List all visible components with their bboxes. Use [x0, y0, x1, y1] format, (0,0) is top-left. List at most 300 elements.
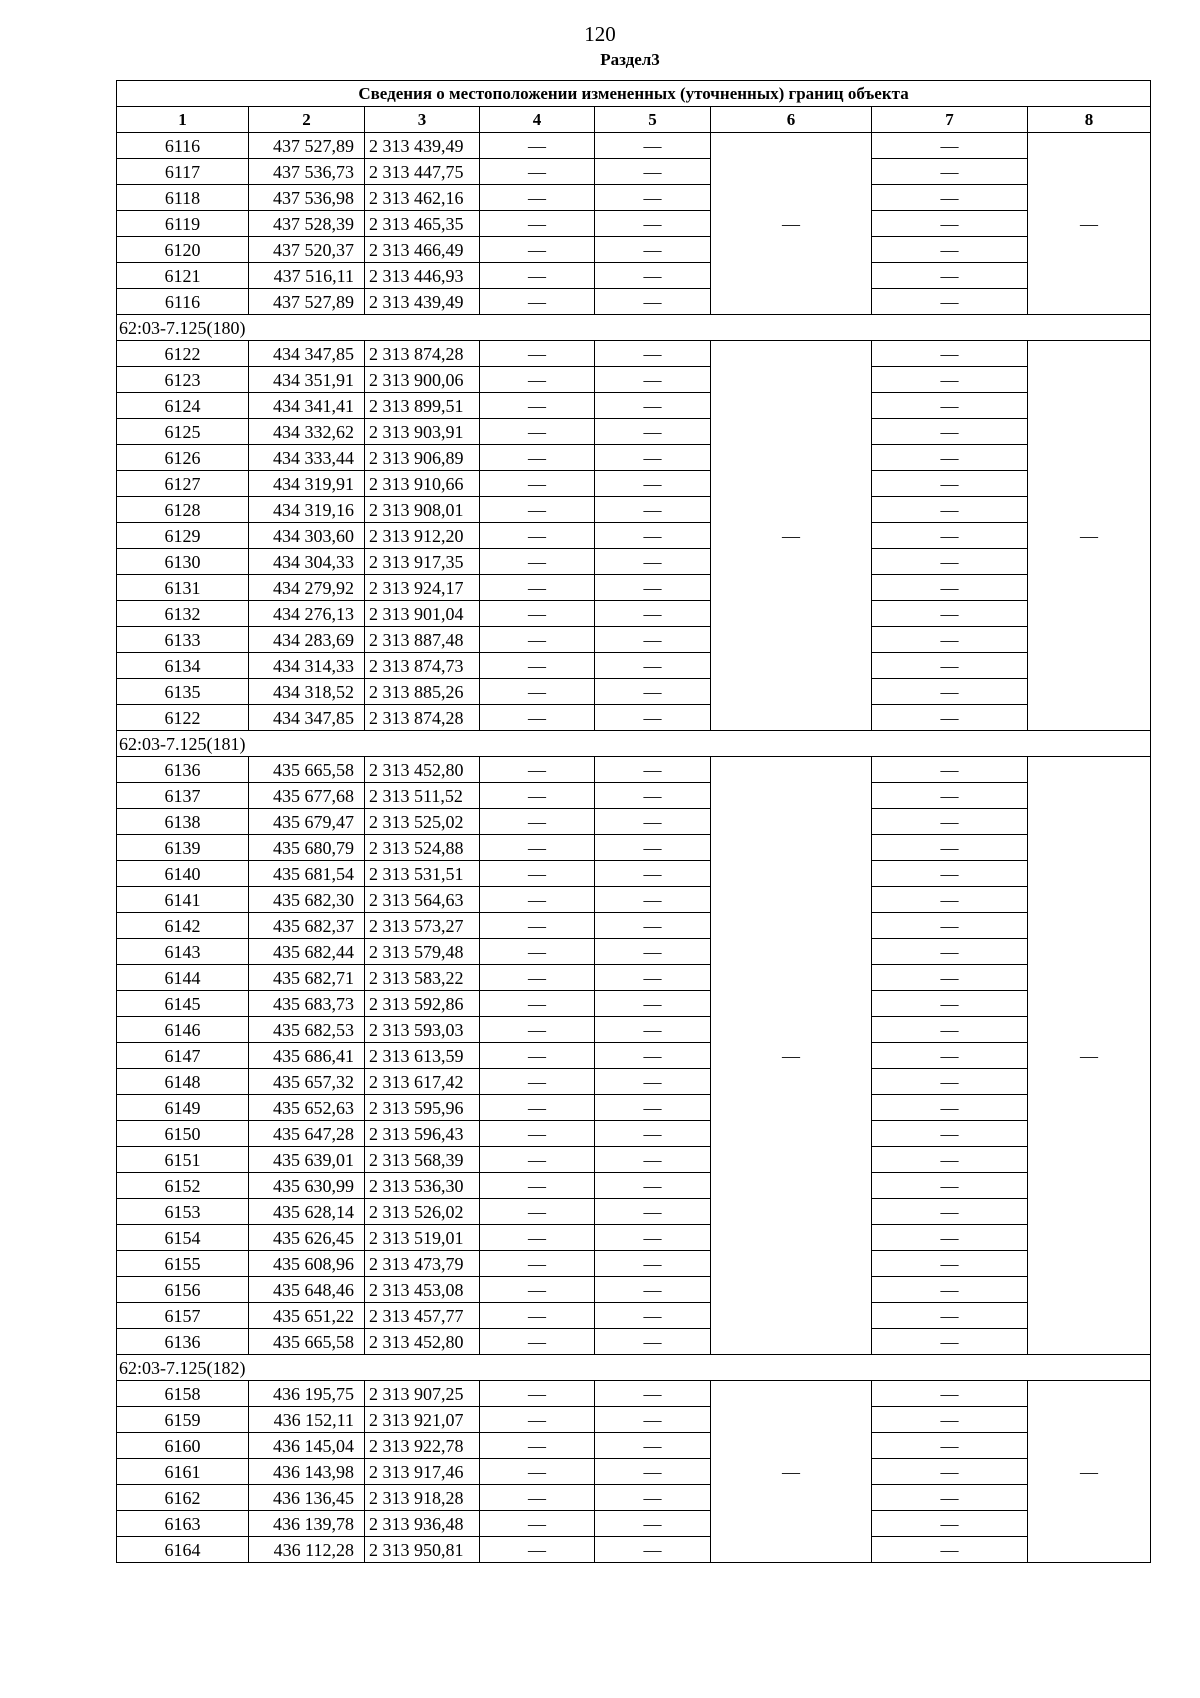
col5-dash: — — [595, 887, 711, 913]
table-row — [117, 1251, 1151, 1277]
table-row — [117, 1199, 1151, 1225]
col4-dash: — — [480, 289, 595, 315]
coordinate-y: 2 313 613,59 — [365, 1043, 480, 1069]
col7-dash: — — [872, 783, 1028, 809]
col5-dash: — — [595, 367, 711, 393]
col7-dash: — — [872, 497, 1028, 523]
col5-dash: — — [595, 757, 711, 783]
table-row — [117, 133, 1151, 159]
col4-dash: — — [480, 991, 595, 1017]
col7-dash: — — [872, 1069, 1028, 1095]
point-number: 6155 — [117, 1251, 249, 1277]
coordinate-y: 2 313 908,01 — [365, 497, 480, 523]
point-number: 6149 — [117, 1095, 249, 1121]
col7-dash: — — [872, 185, 1028, 211]
col5-dash: — — [595, 679, 711, 705]
coordinate-y: 2 313 907,25 — [365, 1381, 480, 1407]
col7-dash: — — [872, 523, 1028, 549]
col5-dash: — — [595, 471, 711, 497]
point-number: 6124 — [117, 393, 249, 419]
point-number: 6147 — [117, 1043, 249, 1069]
col5-dash: — — [595, 133, 711, 159]
col4-dash: — — [480, 1199, 595, 1225]
table-row — [117, 1121, 1151, 1147]
col5-dash: — — [595, 419, 711, 445]
point-number: 6117 — [117, 159, 249, 185]
coordinate-y: 2 313 912,20 — [365, 523, 480, 549]
col4-dash: — — [480, 601, 595, 627]
point-number: 6154 — [117, 1225, 249, 1251]
coordinate-y: 2 313 899,51 — [365, 393, 480, 419]
col5-dash: — — [595, 835, 711, 861]
point-number: 6128 — [117, 497, 249, 523]
coordinate-x: 437 536,98 — [249, 185, 365, 211]
table-row — [117, 679, 1151, 705]
col7-dash: — — [872, 1251, 1028, 1277]
coordinate-y: 2 313 531,51 — [365, 861, 480, 887]
col4-dash: — — [480, 549, 595, 575]
coordinate-x: 435 682,53 — [249, 1017, 365, 1043]
column-header-8: 8 — [1028, 107, 1151, 133]
col4-dash: — — [480, 1511, 595, 1537]
coordinate-x: 435 652,63 — [249, 1095, 365, 1121]
col4-dash: — — [480, 1069, 595, 1095]
table-row — [117, 393, 1151, 419]
col5-dash: — — [595, 1199, 711, 1225]
col7-dash: — — [872, 653, 1028, 679]
table-row — [117, 1329, 1151, 1355]
col6-merged-dash: — — [711, 757, 872, 1355]
coordinate-x: 434 351,91 — [249, 367, 365, 393]
col4-dash: — — [480, 1121, 595, 1147]
coordinate-x: 434 279,92 — [249, 575, 365, 601]
coordinate-y: 2 313 439,49 — [365, 133, 480, 159]
point-number: 6152 — [117, 1173, 249, 1199]
coordinate-y: 2 313 903,91 — [365, 419, 480, 445]
table-row — [117, 965, 1151, 991]
table-row — [117, 939, 1151, 965]
table-row — [117, 705, 1151, 731]
col4-dash: — — [480, 1459, 595, 1485]
col5-dash: — — [595, 783, 711, 809]
coordinate-x: 437 516,11 — [249, 263, 365, 289]
point-number: 6123 — [117, 367, 249, 393]
table-header — [117, 81, 1151, 133]
col4-dash: — — [480, 1407, 595, 1433]
coordinate-y: 2 313 917,35 — [365, 549, 480, 575]
col4-dash: — — [480, 1277, 595, 1303]
coordinate-x: 436 195,75 — [249, 1381, 365, 1407]
coordinate-x: 434 283,69 — [249, 627, 365, 653]
col5-dash: — — [595, 549, 711, 575]
point-number: 6159 — [117, 1407, 249, 1433]
coordinate-y: 2 313 921,07 — [365, 1407, 480, 1433]
coordinate-x: 437 520,37 — [249, 237, 365, 263]
column-header-3: 3 — [365, 107, 480, 133]
table-row — [117, 991, 1151, 1017]
col4-dash: — — [480, 1381, 595, 1407]
table-row — [117, 1225, 1151, 1251]
table-row — [117, 1433, 1151, 1459]
col7-dash: — — [872, 263, 1028, 289]
point-number: 6156 — [117, 1277, 249, 1303]
col5-dash: — — [595, 653, 711, 679]
coordinate-y: 2 313 465,35 — [365, 211, 480, 237]
col7-dash: — — [872, 211, 1028, 237]
col4-dash: — — [480, 497, 595, 523]
coordinate-y: 2 313 900,06 — [365, 367, 480, 393]
table-row — [117, 263, 1151, 289]
group-label-row — [117, 1355, 1151, 1381]
col7-dash: — — [872, 1017, 1028, 1043]
point-number: 6161 — [117, 1459, 249, 1485]
table-row — [117, 1537, 1151, 1563]
point-number: 6135 — [117, 679, 249, 705]
col7-dash: — — [872, 367, 1028, 393]
col5-dash: — — [595, 211, 711, 237]
col7-dash: — — [872, 1303, 1028, 1329]
group-label-row — [117, 315, 1151, 341]
coordinate-x: 435 680,79 — [249, 835, 365, 861]
column-header-5: 5 — [595, 107, 711, 133]
col6-merged-dash: — — [711, 133, 872, 315]
coordinate-x: 435 682,37 — [249, 913, 365, 939]
col4-dash: — — [480, 393, 595, 419]
coordinate-x: 434 341,41 — [249, 393, 365, 419]
coordinate-y: 2 313 906,89 — [365, 445, 480, 471]
column-header-4: 4 — [480, 107, 595, 133]
coordinate-x: 435 682,30 — [249, 887, 365, 913]
col7-dash: — — [872, 1407, 1028, 1433]
table-row — [117, 757, 1151, 783]
coordinate-y: 2 313 519,01 — [365, 1225, 480, 1251]
group-label: 62:03-7.125(180) — [117, 315, 1151, 341]
column-header-2: 2 — [249, 107, 365, 133]
coordinate-x: 436 145,04 — [249, 1433, 365, 1459]
col5-dash: — — [595, 861, 711, 887]
coordinate-x: 435 647,28 — [249, 1121, 365, 1147]
table-row — [117, 341, 1151, 367]
coordinate-y: 2 313 511,52 — [365, 783, 480, 809]
coordinate-x: 435 630,99 — [249, 1173, 365, 1199]
col4-dash: — — [480, 835, 595, 861]
col5-dash: — — [595, 1537, 711, 1563]
point-number: 6118 — [117, 185, 249, 211]
coordinate-y: 2 313 950,81 — [365, 1537, 480, 1563]
col7-dash: — — [872, 1433, 1028, 1459]
coordinate-y: 2 313 874,28 — [365, 705, 480, 731]
col7-dash: — — [872, 991, 1028, 1017]
table-row — [117, 1407, 1151, 1433]
coordinate-x: 434 319,16 — [249, 497, 365, 523]
table-row — [117, 549, 1151, 575]
coordinate-y: 2 313 874,28 — [365, 341, 480, 367]
point-number: 6163 — [117, 1511, 249, 1537]
coordinate-x: 434 303,60 — [249, 523, 365, 549]
col6-merged-dash: — — [711, 1381, 872, 1563]
col5-dash: — — [595, 1381, 711, 1407]
col5-dash: — — [595, 1485, 711, 1511]
col4-dash: — — [480, 185, 595, 211]
col5-dash: — — [595, 1459, 711, 1485]
col5-dash: — — [595, 705, 711, 731]
coordinate-x: 435 665,58 — [249, 757, 365, 783]
col4-dash: — — [480, 861, 595, 887]
col5-dash: — — [595, 991, 711, 1017]
point-number: 6143 — [117, 939, 249, 965]
coordinate-y: 2 313 526,02 — [365, 1199, 480, 1225]
col4-dash: — — [480, 627, 595, 653]
col7-dash: — — [872, 575, 1028, 601]
point-number: 6139 — [117, 835, 249, 861]
table-row — [117, 1017, 1151, 1043]
table-row — [117, 1511, 1151, 1537]
col7-dash: — — [872, 1485, 1028, 1511]
column-numbers-row — [117, 107, 1151, 133]
table-row — [117, 887, 1151, 913]
col7-dash: — — [872, 1147, 1028, 1173]
coordinate-y: 2 313 874,73 — [365, 653, 480, 679]
point-number: 6140 — [117, 861, 249, 887]
coordinate-x: 437 536,73 — [249, 159, 365, 185]
col5-dash: — — [595, 1225, 711, 1251]
col8-merged-dash: — — [1028, 133, 1151, 315]
col7-dash: — — [872, 1537, 1028, 1563]
table-row — [117, 1147, 1151, 1173]
coordinate-y: 2 313 596,43 — [365, 1121, 480, 1147]
table-row — [117, 1277, 1151, 1303]
group-label: 62:03-7.125(181) — [117, 731, 1151, 757]
coordinate-y: 2 313 564,63 — [365, 887, 480, 913]
coordinate-y: 2 313 466,49 — [365, 237, 480, 263]
coordinate-y: 2 313 595,96 — [365, 1095, 480, 1121]
point-number: 6119 — [117, 211, 249, 237]
coordinate-y: 2 313 536,30 — [365, 1173, 480, 1199]
col4-dash: — — [480, 1303, 595, 1329]
col4-dash: — — [480, 159, 595, 185]
point-number: 6162 — [117, 1485, 249, 1511]
table-row — [117, 783, 1151, 809]
col5-dash: — — [595, 627, 711, 653]
coordinate-x: 434 332,62 — [249, 419, 365, 445]
col5-dash: — — [595, 1433, 711, 1459]
point-number: 6145 — [117, 991, 249, 1017]
col4-dash: — — [480, 367, 595, 393]
coordinate-y: 2 313 918,28 — [365, 1485, 480, 1511]
table-title: Сведения о местоположении измененных (уточненных) границ объекта — [117, 81, 1151, 107]
col7-dash: — — [872, 965, 1028, 991]
point-number: 6138 — [117, 809, 249, 835]
col5-dash: — — [595, 159, 711, 185]
col4-dash: — — [480, 809, 595, 835]
col4-dash: — — [480, 445, 595, 471]
point-number: 6127 — [117, 471, 249, 497]
col4-dash: — — [480, 1095, 595, 1121]
col7-dash: — — [872, 809, 1028, 835]
col5-dash: — — [595, 1511, 711, 1537]
col8-merged-dash: — — [1028, 341, 1151, 731]
col7-dash: — — [872, 445, 1028, 471]
col4-dash: — — [480, 1537, 595, 1563]
col5-dash: — — [595, 1069, 711, 1095]
coordinate-y: 2 313 452,80 — [365, 757, 480, 783]
group-label-row — [117, 731, 1151, 757]
coordinate-y: 2 313 583,22 — [365, 965, 480, 991]
coordinate-y: 2 313 439,49 — [365, 289, 480, 315]
table-row — [117, 1303, 1151, 1329]
col4-dash: — — [480, 887, 595, 913]
col5-dash: — — [595, 575, 711, 601]
coordinate-y: 2 313 524,88 — [365, 835, 480, 861]
coordinate-y: 2 313 452,80 — [365, 1329, 480, 1355]
col4-dash: — — [480, 419, 595, 445]
point-number: 6150 — [117, 1121, 249, 1147]
col4-dash: — — [480, 965, 595, 991]
col7-dash: — — [872, 913, 1028, 939]
coordinate-y: 2 313 917,46 — [365, 1459, 480, 1485]
col4-dash: — — [480, 1329, 595, 1355]
table-body — [117, 133, 1151, 1563]
point-number: 6151 — [117, 1147, 249, 1173]
coordinate-y: 2 313 922,78 — [365, 1433, 480, 1459]
table-row — [117, 1095, 1151, 1121]
col5-dash: — — [595, 1329, 711, 1355]
col5-dash: — — [595, 393, 711, 419]
col7-dash: — — [872, 289, 1028, 315]
page-number: 120 — [584, 22, 616, 46]
col6-merged-dash: — — [711, 341, 872, 731]
coordinate-x: 435 626,45 — [249, 1225, 365, 1251]
coordinate-x: 434 276,13 — [249, 601, 365, 627]
coordinate-y: 2 313 593,03 — [365, 1017, 480, 1043]
coordinate-y: 2 313 910,66 — [365, 471, 480, 497]
col7-dash: — — [872, 601, 1028, 627]
col4-dash: — — [480, 211, 595, 237]
coordinate-y: 2 313 936,48 — [365, 1511, 480, 1537]
col7-dash: — — [872, 1381, 1028, 1407]
col4-dash: — — [480, 913, 595, 939]
coordinate-x: 436 139,78 — [249, 1511, 365, 1537]
point-number: 6121 — [117, 263, 249, 289]
coordinate-x: 434 319,91 — [249, 471, 365, 497]
coordinate-x: 435 682,71 — [249, 965, 365, 991]
coordinate-x: 435 686,41 — [249, 1043, 365, 1069]
coordinate-x: 435 651,22 — [249, 1303, 365, 1329]
coordinate-y: 2 313 446,93 — [365, 263, 480, 289]
col7-dash: — — [872, 835, 1028, 861]
col4-dash: — — [480, 1017, 595, 1043]
col5-dash: — — [595, 1251, 711, 1277]
coordinate-y: 2 313 617,42 — [365, 1069, 480, 1095]
point-number: 6137 — [117, 783, 249, 809]
col7-dash: — — [872, 393, 1028, 419]
col7-dash: — — [872, 705, 1028, 731]
col7-dash: — — [872, 341, 1028, 367]
point-number: 6146 — [117, 1017, 249, 1043]
col4-dash: — — [480, 1433, 595, 1459]
col7-dash: — — [872, 1277, 1028, 1303]
column-header-6: 6 — [711, 107, 872, 133]
coordinate-x: 435 657,32 — [249, 1069, 365, 1095]
col7-dash: — — [872, 133, 1028, 159]
point-number: 6133 — [117, 627, 249, 653]
coordinate-y: 2 313 579,48 — [365, 939, 480, 965]
coordinate-y: 2 313 887,48 — [365, 627, 480, 653]
col4-dash: — — [480, 133, 595, 159]
col4-dash: — — [480, 263, 595, 289]
point-number: 6125 — [117, 419, 249, 445]
coordinate-x: 435 648,46 — [249, 1277, 365, 1303]
col5-dash: — — [595, 1147, 711, 1173]
col5-dash: — — [595, 497, 711, 523]
col7-dash: — — [872, 549, 1028, 575]
group-label: 62:03-7.125(182) — [117, 1355, 1151, 1381]
coordinate-y: 2 313 592,86 — [365, 991, 480, 1017]
col5-dash: — — [595, 809, 711, 835]
col7-dash: — — [872, 237, 1028, 263]
point-number: 6160 — [117, 1433, 249, 1459]
col5-dash: — — [595, 1121, 711, 1147]
col5-dash: — — [595, 1303, 711, 1329]
point-number: 6136 — [117, 757, 249, 783]
table-row — [117, 1069, 1151, 1095]
coordinate-x: 435 665,58 — [249, 1329, 365, 1355]
coordinate-x: 434 304,33 — [249, 549, 365, 575]
col4-dash: — — [480, 1173, 595, 1199]
col4-dash: — — [480, 1251, 595, 1277]
col4-dash: — — [480, 471, 595, 497]
coordinate-x: 435 608,96 — [249, 1251, 365, 1277]
table-row — [117, 237, 1151, 263]
coordinate-x: 436 143,98 — [249, 1459, 365, 1485]
section-title: Раздел3 — [600, 50, 660, 69]
table-row — [117, 809, 1151, 835]
col7-dash: — — [872, 1173, 1028, 1199]
col5-dash: — — [595, 601, 711, 627]
col4-dash: — — [480, 523, 595, 549]
col5-dash: — — [595, 1277, 711, 1303]
col4-dash: — — [480, 783, 595, 809]
point-number: 6129 — [117, 523, 249, 549]
point-number: 6130 — [117, 549, 249, 575]
coordinate-x: 436 152,11 — [249, 1407, 365, 1433]
table-row — [117, 1459, 1151, 1485]
coordinate-x: 437 528,39 — [249, 211, 365, 237]
table-row — [117, 861, 1151, 887]
col7-dash: — — [872, 1095, 1028, 1121]
point-number: 6164 — [117, 1537, 249, 1563]
coordinate-x: 437 527,89 — [249, 289, 365, 315]
col4-dash: — — [480, 705, 595, 731]
table-row — [117, 289, 1151, 315]
col7-dash: — — [872, 1043, 1028, 1069]
table-row — [117, 653, 1151, 679]
col5-dash: — — [595, 289, 711, 315]
coordinate-x: 435 677,68 — [249, 783, 365, 809]
coordinate-y: 2 313 568,39 — [365, 1147, 480, 1173]
col7-dash: — — [872, 757, 1028, 783]
table-row — [117, 1173, 1151, 1199]
coordinate-x: 434 314,33 — [249, 653, 365, 679]
coordinate-x: 434 318,52 — [249, 679, 365, 705]
col4-dash: — — [480, 679, 595, 705]
point-number: 6116 — [117, 289, 249, 315]
coordinate-x: 435 639,01 — [249, 1147, 365, 1173]
table-row — [117, 471, 1151, 497]
col5-dash: — — [595, 185, 711, 211]
coordinate-x: 435 628,14 — [249, 1199, 365, 1225]
point-number: 6134 — [117, 653, 249, 679]
